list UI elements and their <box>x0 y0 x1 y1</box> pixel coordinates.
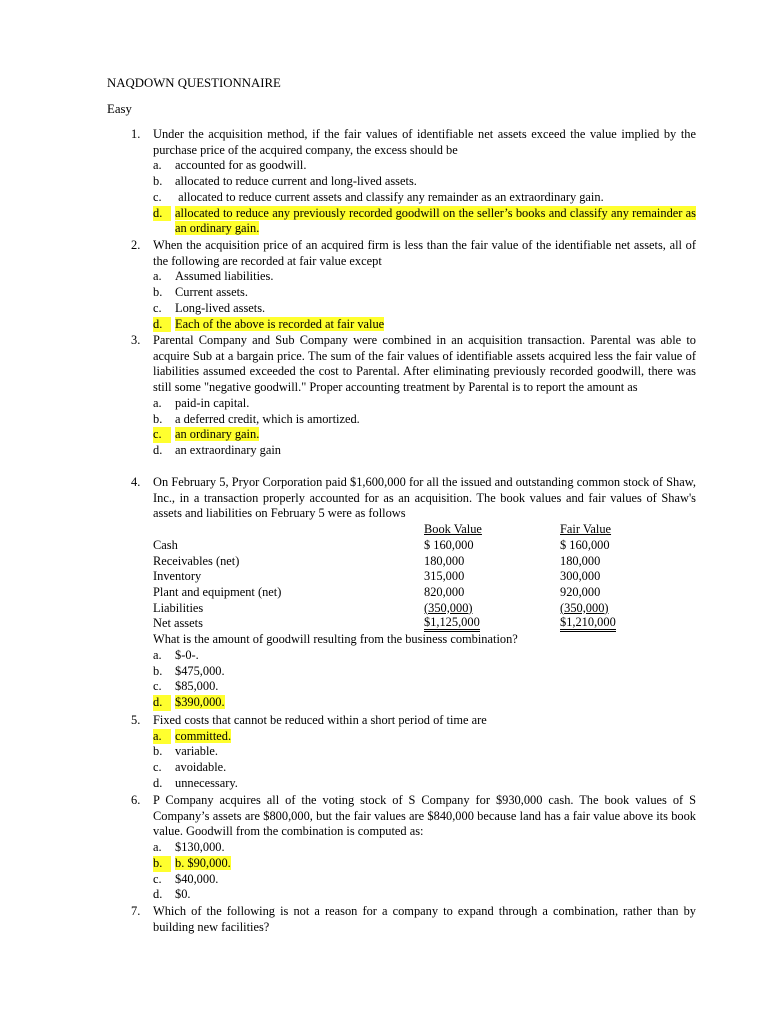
option-c: c. $85,000. <box>153 679 219 694</box>
document-title: NAQDOWN QUESTIONNAIRE <box>107 76 281 90</box>
question-1 <box>131 127 696 237</box>
option-d: d. an extraordinary gain <box>153 442 281 457</box>
option-a-highlighted: a. committed. <box>153 728 232 743</box>
question-text: P Company acquires all of the voting stock of S Company for $930,000 cash. The book values of S Company’s assets are $800,000, but the fair values are $840,000 because land has a fair value above its book value. Goodwill from the combination is computed as: <box>153 793 696 839</box>
question-6 <box>131 793 696 903</box>
question-text: When the acquisition price of an acquired firm is less than the fair value of the identifiable net assets, all of the following are recorded at fair value except <box>153 238 696 268</box>
table-row: Receivables (net) 180,000 180,000 <box>153 553 601 568</box>
highlighted-answer: an ordinary gain. <box>175 427 260 442</box>
question-number: 5. <box>131 713 141 727</box>
option-a: a. paid-in capital. <box>153 395 250 410</box>
question-number: 1. <box>131 127 141 141</box>
option-b: b. $475,000. <box>153 663 225 678</box>
table-row: Liabilities (350,000) (350,000) <box>153 600 609 615</box>
option-c: c. Long-lived assets. <box>153 300 266 315</box>
highlighted-answer: b. $90,000. <box>175 855 231 870</box>
question-text: Under the acquisition method, if the fair values of identifiable net assets exceed the value implied by the purchase price of the acquired company, the excess should be <box>153 127 696 157</box>
question-text: On February 5, Pryor Corporation paid $1,600,000 for all the issued and outstanding common stock of Shaw, Inc., in a transaction properly accounted for as an acquisition. The book values and fair values of Shaw's assets and liabilities on February 5 were as follows <box>153 475 696 521</box>
question-2 <box>131 238 696 332</box>
option-c-highlighted: c. an ordinary gain. <box>153 427 260 442</box>
option-a: a. $130,000. <box>153 840 225 855</box>
question-3 <box>131 333 696 459</box>
option-b: b. Current assets. <box>153 285 248 300</box>
highlighted-answer: committed. <box>175 728 232 743</box>
question-text: Fixed costs that cannot be reduced within a short period of time are <box>153 713 487 727</box>
highlighted-answer: allocated to reduce any previously recorded goodwill on the seller’s books and classify any remainder as an ordinary gain. <box>175 205 696 236</box>
option-b: b. variable. <box>153 744 218 759</box>
question-7 <box>131 904 696 935</box>
option-b: b. a deferred credit, which is amortized. <box>153 411 360 426</box>
question-5 <box>131 713 696 792</box>
table-header-row <box>153 522 696 538</box>
question-number: 4. <box>131 475 141 489</box>
highlighted-answer: Each of the above is recorded at fair value <box>175 316 385 331</box>
book-value-header: Book Value <box>424 522 482 537</box>
question-number: 2. <box>131 238 141 252</box>
question-number: 3. <box>131 333 141 347</box>
highlighted-answer: $390,000. <box>175 694 225 709</box>
option-d: d. $0. <box>153 887 191 902</box>
table-row: Cash $ 160,000 $ 160,000 <box>153 537 610 552</box>
option-b-highlighted: b. b. $90,000. <box>153 855 231 870</box>
option-d: d. unnecessary. <box>153 775 238 790</box>
option-c: c. allocated to reduce current assets and classify any remainder as an extraordinary gain. <box>153 189 604 204</box>
question-followup: What is the amount of goodwill resulting from the business combination? <box>153 632 518 647</box>
balance-table <box>153 522 696 632</box>
option-a: a. accounted for as goodwill. <box>153 158 307 173</box>
option-a: a. $-0-. <box>153 647 199 662</box>
question-number: 6. <box>131 793 141 807</box>
option-c: c. avoidable. <box>153 760 227 775</box>
option-d-highlighted: d. Each of the above is recorded at fair value <box>153 316 385 331</box>
question-4 <box>131 475 696 711</box>
table-total-row: Net assets $1,125,000 $1,210,000 <box>153 615 616 631</box>
option-d-highlighted: d. allocated to reduce any previously recorded goodwill on the seller’s books and classify any remainder as an ordinary gain. <box>153 205 696 236</box>
option-d-highlighted: d. $390,000. <box>153 694 225 709</box>
question-text: Parental Company and Sub Company were combined in an acquisition transaction. Parental was able to acquire Sub at a bargain price. The sum of the fair values of identifiable assets acquired less the fair value of liabilities assumed exceeded the cost to Parental. After eliminating previously recorded goodwill, there was still some "negative goodwill." Proper accounting treatment by Parental is to report the amount as <box>153 333 696 395</box>
option-c: c. $40,000. <box>153 871 219 886</box>
question-number: 7. <box>131 904 141 918</box>
option-a: a. Assumed liabilities. <box>153 269 274 284</box>
question-text: Which of the following is not a reason for a company to expand through a combination, rather than by building new facilities? <box>153 904 696 934</box>
option-b: b. allocated to reduce current and long-lived assets. <box>153 174 417 189</box>
fair-value-header: Fair Value <box>560 522 612 537</box>
table-row: Inventory 315,000 300,000 <box>153 569 601 584</box>
table-row: Plant and equipment (net) 820,000 920,000 <box>153 584 601 599</box>
difficulty-heading: Easy <box>107 102 132 116</box>
